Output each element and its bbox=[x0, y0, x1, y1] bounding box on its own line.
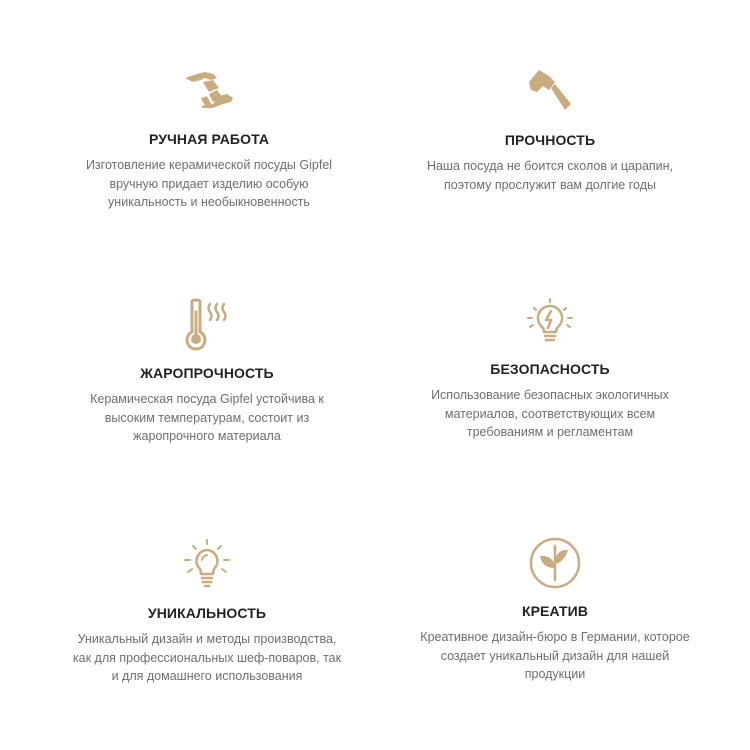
description-line: требованиям и регламентам bbox=[466, 425, 634, 439]
feature-title: ПРОЧНОСТЬ bbox=[504, 132, 596, 148]
description-line: Наша посуда не боится сколов и царапин, bbox=[426, 159, 674, 173]
description-line: вручную придает изделию особую bbox=[109, 176, 309, 191]
description-line: Креативное дизайн-бюро в Германии, которое bbox=[420, 630, 690, 644]
feature-handmade bbox=[59, 68, 359, 212]
feature-title: ЖАРОПРОЧНОСТЬ bbox=[140, 365, 274, 381]
feature-strength bbox=[400, 66, 700, 194]
feature-description bbox=[57, 390, 357, 446]
feature-description bbox=[57, 630, 357, 686]
description-line: материалов, соответствующих всем bbox=[444, 406, 656, 421]
feature-creative bbox=[405, 536, 705, 684]
description-line: Использование безопасных экологичных bbox=[431, 388, 669, 402]
hammer-icon bbox=[525, 66, 575, 116]
lightbulb-icon bbox=[182, 538, 232, 592]
sprout-circle-icon bbox=[528, 536, 582, 590]
feature-description bbox=[59, 156, 359, 212]
description-line: Керамическая посуда Gipfel устойчива к bbox=[90, 392, 324, 406]
feature-uniqueness bbox=[57, 538, 357, 686]
feature-title: УНИКАЛЬНОСТЬ bbox=[147, 605, 267, 621]
feature-title: РУЧНАЯ РАБОТА bbox=[148, 131, 270, 147]
feature-description bbox=[400, 386, 700, 442]
description-line: Изготовление керамической посуды Gipfel bbox=[85, 158, 333, 172]
thermometer-icon bbox=[180, 298, 234, 352]
feature-title: БЕЗОПАСНОСТЬ bbox=[490, 361, 610, 377]
bulb-bolt-icon bbox=[525, 298, 575, 348]
description-line: поэтому прослужит вам долгие годы bbox=[444, 177, 656, 192]
description-line: как для профессиональных шеф-поваров, так bbox=[72, 650, 342, 665]
feature-description bbox=[405, 628, 705, 684]
feature-safety bbox=[400, 298, 700, 442]
description-line: и для домашнего использования bbox=[111, 669, 303, 683]
description-line: жаропрочного материала bbox=[133, 429, 281, 443]
feature-title: КРЕАТИВ bbox=[521, 603, 589, 619]
feature-description bbox=[400, 157, 700, 194]
description-line: высоким температурам, состоит из bbox=[104, 410, 310, 425]
feature-heat-resistance bbox=[57, 298, 357, 446]
description-line: Уникальный дизайн и методы производства, bbox=[77, 632, 337, 646]
description-line: создает уникальный дизайн для нашей bbox=[440, 648, 670, 663]
description-line: продукции bbox=[524, 667, 586, 681]
handshake-icon bbox=[183, 68, 235, 112]
description-line: уникальность и необыкновенность bbox=[108, 195, 310, 209]
